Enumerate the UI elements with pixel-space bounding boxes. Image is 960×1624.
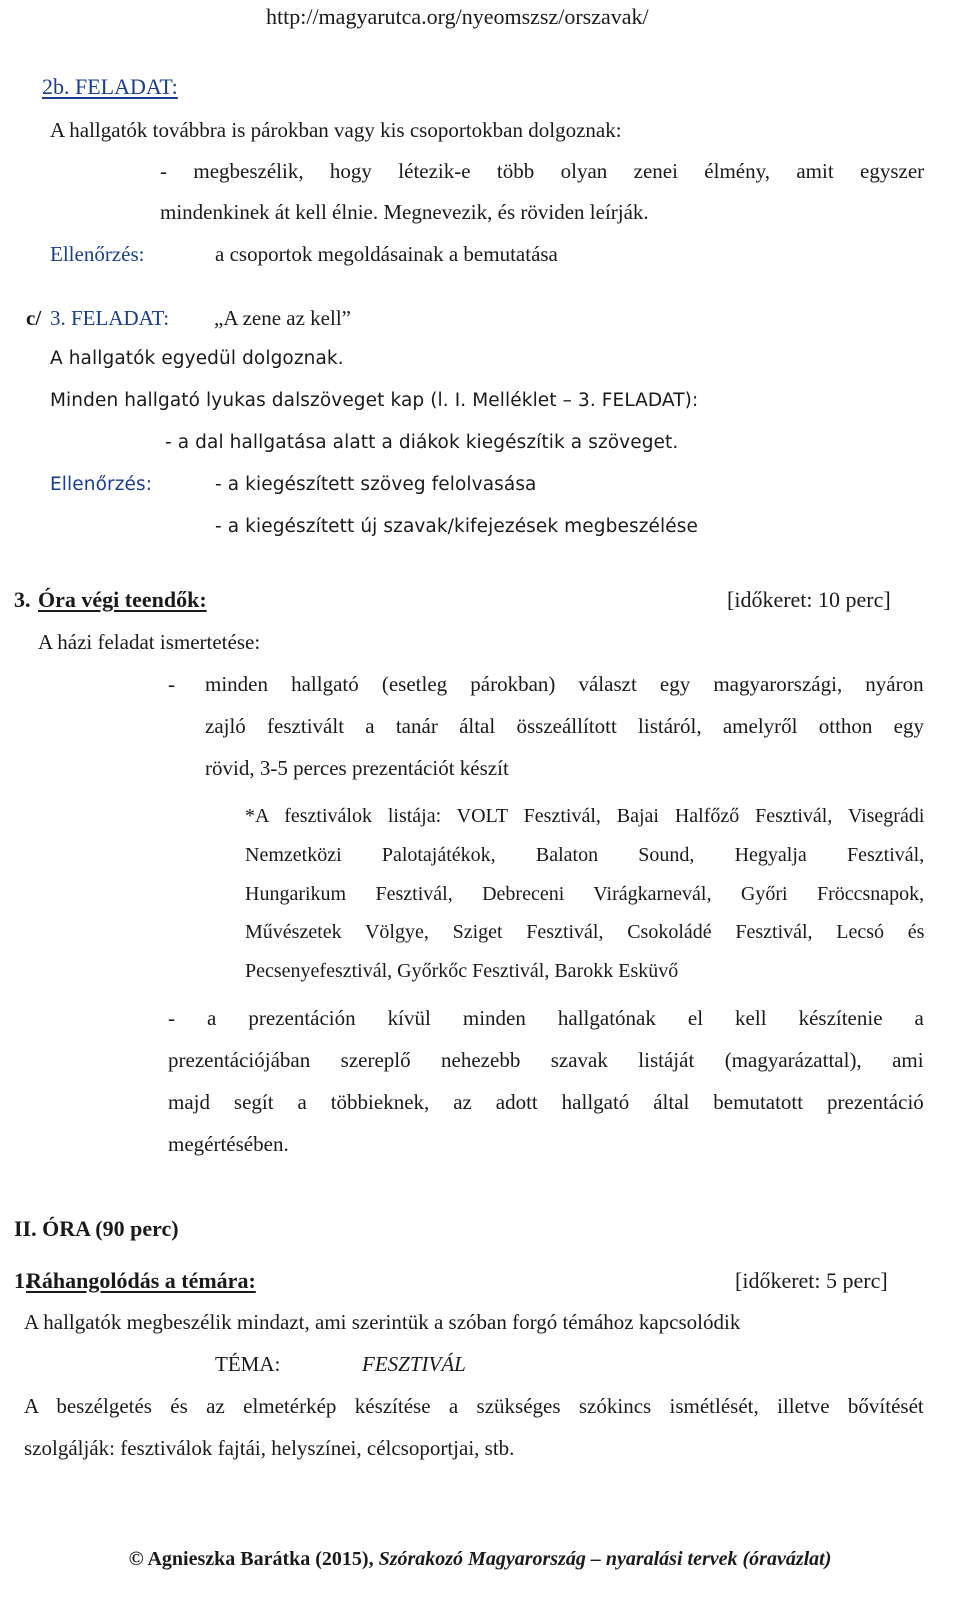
section3-number: 3.	[14, 587, 31, 612]
header-url-link[interactable]: http://magyarutca.org/nyeomszsz/orszavak/	[266, 4, 649, 29]
section3-bullet1-line3: rövid, 3-5 perces prezentációt készít	[205, 756, 509, 780]
section3-bullet2-line4: megértésében.	[168, 1132, 289, 1156]
lesson2-line1: A hallgatók megbeszélik mindazt, ami szerintük a szóban forgó témához kapcsolódik	[24, 1310, 741, 1334]
task3-check1: - a kiegészített szöveg felolvasása	[215, 474, 537, 495]
task3-heading: 3. FELADAT:	[50, 306, 170, 330]
task3-check2: - a kiegészített új szavak/kifejezések megbeszélése	[215, 516, 698, 537]
task2b-bullet-line1: - megbeszélik, hogy létezik-e több olyan zenei élmény, amit egyszer	[160, 159, 925, 183]
task3-check-label: Ellenőrzés:	[50, 474, 153, 495]
section3-title: Óra végi teendők:	[38, 587, 207, 612]
topic-label: TÉMA:	[215, 1352, 281, 1376]
lesson2-sec1-number: 1.	[14, 1268, 31, 1293]
footer-work-title: Szórakozó Magyarország – nyaralási tervek (óravázlat)	[378, 1548, 832, 1570]
festivals-line5: Pecsenyefesztivál, Győrkőc Fesztivál, Barokk Esküvő	[245, 960, 679, 982]
section3-bullet2-line1: - a prezentáción kívül minden hallgatónak el kell készítenie a	[168, 1006, 924, 1030]
task2b-check-label: Ellenőrzés:	[50, 242, 145, 266]
task2b-check-text: a csoportok megoldásainak a bemutatása	[215, 242, 558, 266]
lesson2-heading: II. ÓRA (90 perc)	[14, 1216, 179, 1241]
section3-bullet1-dash: -	[168, 672, 175, 696]
section3-bullet1-line1: minden hallgató (esetleg párokban) választ egy magyarországi, nyáron	[205, 672, 924, 696]
task2b-bullet-line2: mindenkinek át kell élnie. Megnevezik, és röviden leírják.	[160, 200, 649, 224]
task3-title: „A zene az kell”	[214, 306, 351, 330]
festivals-line1: *A fesztiválok listája: VOLT Fesztivál, Bajai Halfőző Fesztivál, Visegrádi	[245, 805, 925, 827]
section3-time: [időkeret: 10 perc]	[727, 587, 891, 612]
task3-line1: A hallgatók egyedül dolgoznak.	[50, 348, 344, 369]
section3-intro: A házi feladat ismertetése:	[38, 630, 261, 654]
lesson2-line2: A beszélgetés és az elmetérkép készítése a szükséges szókincs ismétlését, illetve bővítését	[24, 1394, 924, 1418]
lesson2-sec1-time: [időkeret: 5 perc]	[735, 1268, 888, 1293]
lesson2-line3: szolgálják: fesztiválok fajtái, helyszínei, célcsoportjai, stb.	[24, 1436, 515, 1460]
task3-line2: Minden hallgató lyukas dalszöveget kap (l. I. Melléklet – 3. FELADAT):	[50, 390, 699, 411]
task2b-heading: 2b. FELADAT:	[42, 74, 178, 99]
topic-value: FESZTIVÁL	[362, 1352, 466, 1376]
lesson2-sec1-title: Ráhangolódás a témára:	[26, 1268, 256, 1293]
task2b-intro: A hallgatók továbbra is párokban vagy kis csoportokban dolgoznak:	[50, 118, 622, 142]
festivals-line3: Hungarikum Fesztivál, Debreceni Virágkarnevál, Győri Fröccsnapok,	[245, 883, 925, 905]
header-url[interactable]	[266, 6, 649, 28]
section3-bullet2-line2: prezentációjában szereplő nehezebb szavak listáját (magyarázattal), ami	[168, 1048, 924, 1072]
footer-credit	[0, 1549, 960, 1569]
task3-prefix: c/	[26, 306, 42, 330]
section3-bullet1-line2: zajló fesztivált a tanár által összeállított listáról, amelyről otthon egy	[205, 714, 924, 738]
section3-bullet2-line3: majd segít a többieknek, az adott hallgató által bemutatott prezentáció	[168, 1090, 924, 1114]
footer-copyright: © Agnieszka Barátka (2015),	[128, 1548, 374, 1570]
task3-bullet: - a dal hallgatása alatt a diákok kiegészítik a szöveget.	[165, 432, 679, 453]
festivals-line4: Művészetek Völgye, Sziget Fesztivál, Csokoládé Fesztivál, Lecsó és	[245, 921, 925, 943]
festivals-line2: Nemzetközi Palotajátékok, Balaton Sound, Hegyalja Fesztivál,	[245, 844, 925, 866]
